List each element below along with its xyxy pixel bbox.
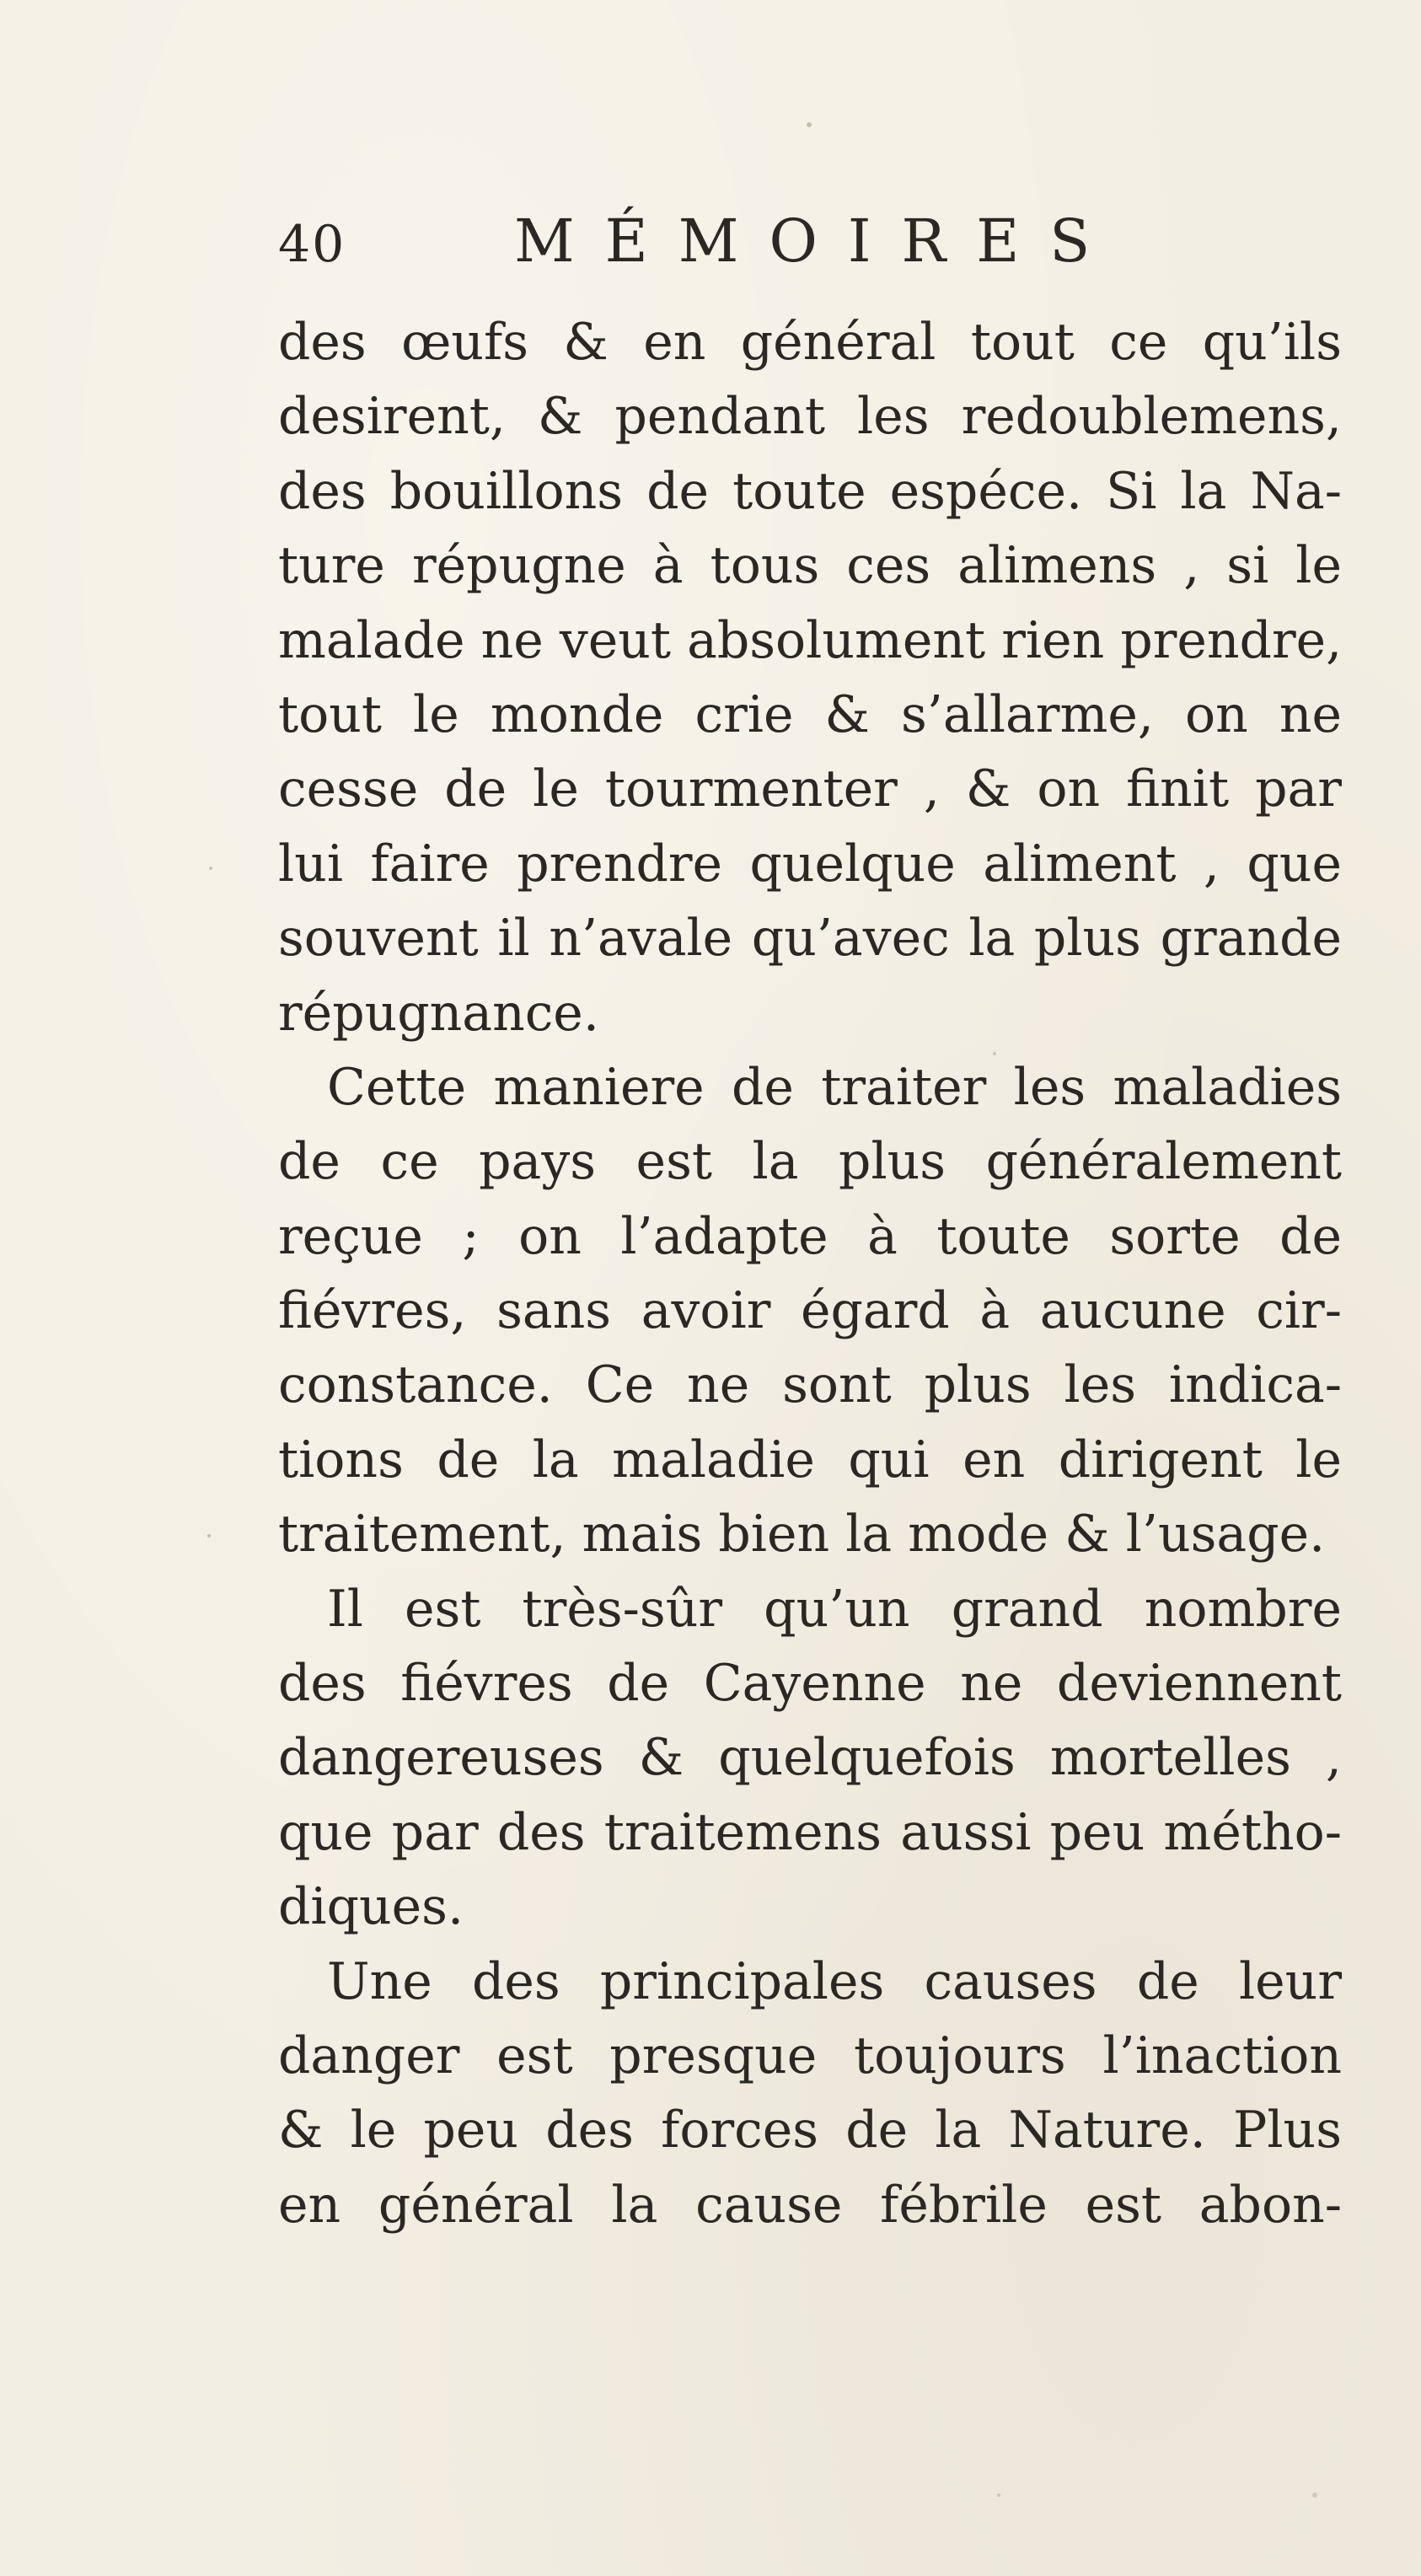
text-line: & le peu des forces de la Nature. Plus (278, 2101, 1342, 2160)
paragraph-start-line: Une des principales causes de leur (327, 1951, 1342, 2011)
text-line: fiévres, sans avoir égard à aucune cir- (278, 1281, 1342, 1341)
text-line: constance. Ce ne sont plus les indica- (278, 1355, 1342, 1415)
text-line: lui faire prendre quelque aliment , que (278, 834, 1342, 894)
page-number: 40 (278, 215, 346, 274)
text-line: cesse de le tourmenter , & on finit par (278, 759, 1342, 819)
paragraph-start-line: Cette maniere de traiter les maladies (327, 1057, 1342, 1117)
text-line: que par des traitemens aussi peu métho- (278, 1802, 1342, 1862)
text-line: malade ne veut absolument rien prendre, (278, 610, 1343, 670)
text-line: dangereuses & quelquefois mortelles , (278, 1728, 1342, 1788)
running-title: MÉMOIRES (514, 207, 1121, 276)
text-line: tout le monde crie & s’allarme, on ne (278, 684, 1342, 744)
text-line: tions de la maladie qui en dirigent le (278, 1430, 1342, 1489)
paragraph-start-line: Il est très-sûr qu’un grand nombre (327, 1579, 1342, 1639)
text-line: des fiévres de Cayenne ne deviennent (278, 1654, 1342, 1714)
paragraph-end-line: diques. (278, 1877, 464, 1937)
text-line: des œufs & en général tout ce qu’ils (278, 313, 1342, 372)
text-line: danger est presque toujours l’inaction (278, 2026, 1342, 2085)
text-line: ture répugne à tous ces alimens , si le (278, 536, 1342, 596)
text-line: desirent, & pendant les redoublemens, (278, 387, 1342, 447)
text-line: de ce pays est la plus généralement (278, 1132, 1342, 1192)
paragraph-end-line: répugnance. (278, 983, 599, 1043)
running-head (278, 207, 1155, 282)
text-line: souvent il n’avale qu’avec la plus grande (278, 909, 1342, 969)
text-line: des bouillons de toute espéce. Si la Na- (278, 461, 1342, 521)
text-line: en général la cause fébrile est abon- (278, 2175, 1342, 2235)
body-text (278, 305, 1342, 2242)
paragraph-end-line: traitement, mais bien la mode & l’usage. (278, 1505, 1326, 1564)
text-line: reçue ; on l’adapte à toute sorte de (278, 1206, 1342, 1266)
